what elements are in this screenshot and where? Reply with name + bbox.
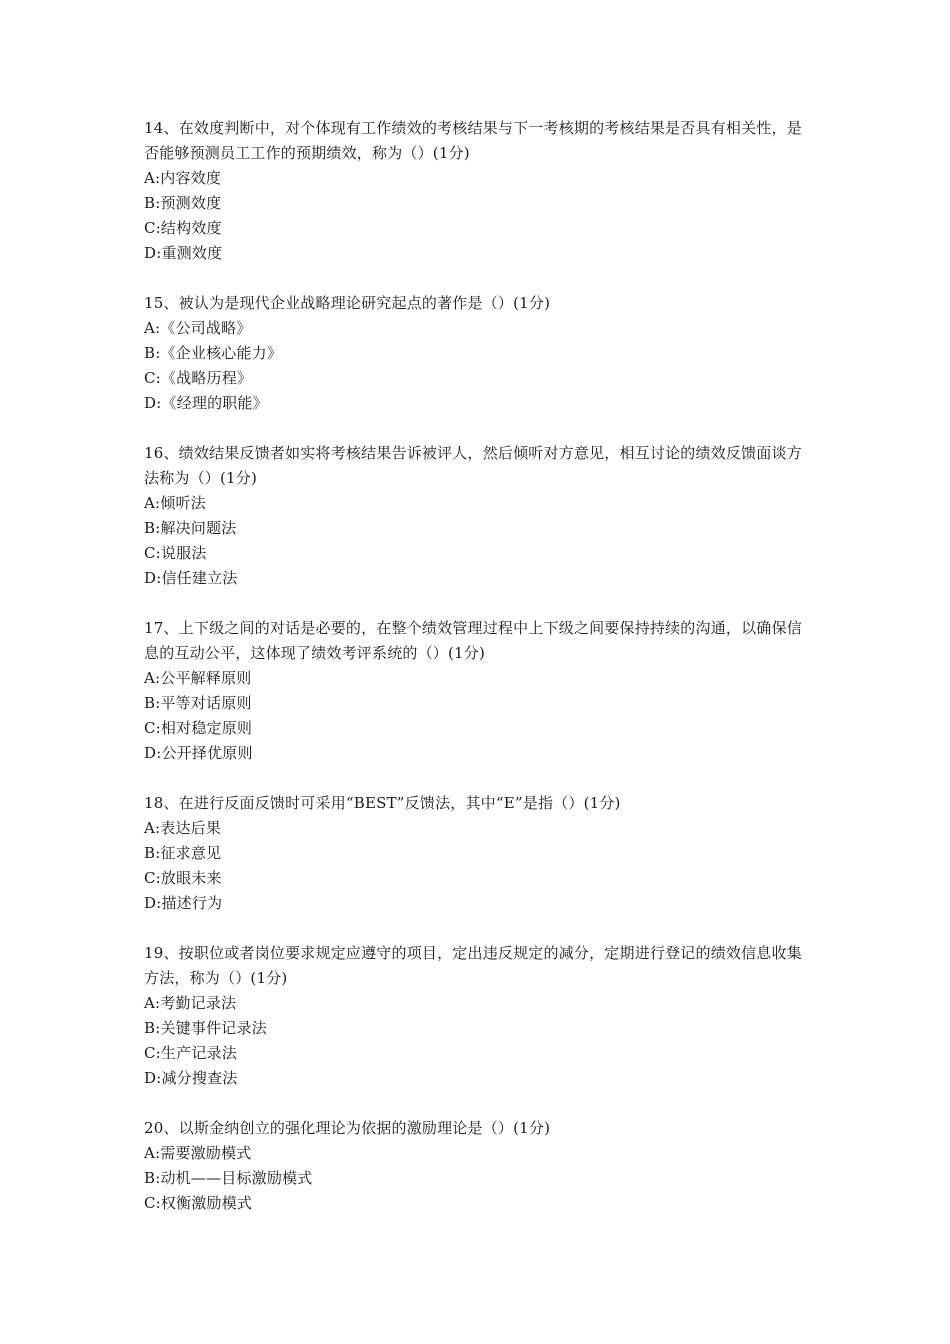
question-text: 18、在进行反面反馈时可采用“BEST”反馈法，其中“E”是指（）(1分) <box>144 794 621 812</box>
option-a: A:倾听法 <box>144 494 206 512</box>
question-text: 20、以斯金纳创立的强化理论为依据的激励理论是（）(1分) <box>144 1119 551 1137</box>
option-c: C:生产记录法 <box>144 1044 237 1062</box>
option-c: C:相对稳定原则 <box>144 719 253 737</box>
question-text: 17、上下级之间的对话是必要的，在整个绩效管理过程中上下级之间要保持持续的沟通，以确保信息的互动公平，这体现了绩效考评系统的（）(1分) <box>144 619 802 662</box>
option-b: B:动机——目标激励模式 <box>144 1169 313 1187</box>
question-text: 16、绩效结果反馈者如实将考核结果告诉被评人，然后倾听对方意见，相互讨论的绩效反馈面谈方法称为（）(1分) <box>144 444 802 487</box>
option-a: A:考勤记录法 <box>144 994 237 1012</box>
question-19 <box>144 941 814 1091</box>
option-d: D:《经理的职能》 <box>144 394 268 412</box>
option-b: B:征求意见 <box>144 844 222 862</box>
option-b: B:关键事件记录法 <box>144 1019 267 1037</box>
option-a: A:内容效度 <box>144 169 222 187</box>
option-a: A:需要激励模式 <box>144 1144 252 1162</box>
question-20 <box>144 1116 814 1216</box>
option-a: A:《公司战略》 <box>144 319 252 337</box>
option-d: D:公开择优原则 <box>144 744 253 762</box>
option-c: C:权衡激励模式 <box>144 1194 253 1212</box>
option-d: D:信任建立法 <box>144 569 238 587</box>
option-c: C:《战略历程》 <box>144 369 253 387</box>
question-text: 14、在效度判断中，对个体现有工作绩效的考核结果与下一考核期的考核结果是否具有相关性，是否能够预测员工工作的预期绩效，称为（）(1分) <box>144 119 802 162</box>
option-b: B:《企业核心能力》 <box>144 344 283 362</box>
question-text: 19、按职位或者岗位要求规定应遵守的项目，定出违反规定的减分，定期进行登记的绩效信息收集方法，称为（）(1分) <box>144 944 802 987</box>
question-18 <box>144 791 814 916</box>
option-a: A:公平解释原则 <box>144 669 252 687</box>
option-d: D:减分搜查法 <box>144 1069 238 1087</box>
option-a: A:表达后果 <box>144 819 222 837</box>
question-14 <box>144 116 814 266</box>
option-c: C:放眼未来 <box>144 869 222 887</box>
option-d: D:描述行为 <box>144 894 223 912</box>
option-c: C:结构效度 <box>144 219 222 237</box>
option-c: C:说服法 <box>144 544 207 562</box>
question-17 <box>144 616 814 766</box>
question-15 <box>144 291 814 416</box>
document-page <box>144 116 814 1241</box>
option-b: B:平等对话原则 <box>144 694 252 712</box>
question-16 <box>144 441 814 591</box>
question-text: 15、被认为是现代企业战略理论研究起点的著作是（）(1分) <box>144 294 551 312</box>
option-b: B:解决问题法 <box>144 519 237 537</box>
option-d: D:重测效度 <box>144 244 223 262</box>
option-b: B:预测效度 <box>144 194 222 212</box>
